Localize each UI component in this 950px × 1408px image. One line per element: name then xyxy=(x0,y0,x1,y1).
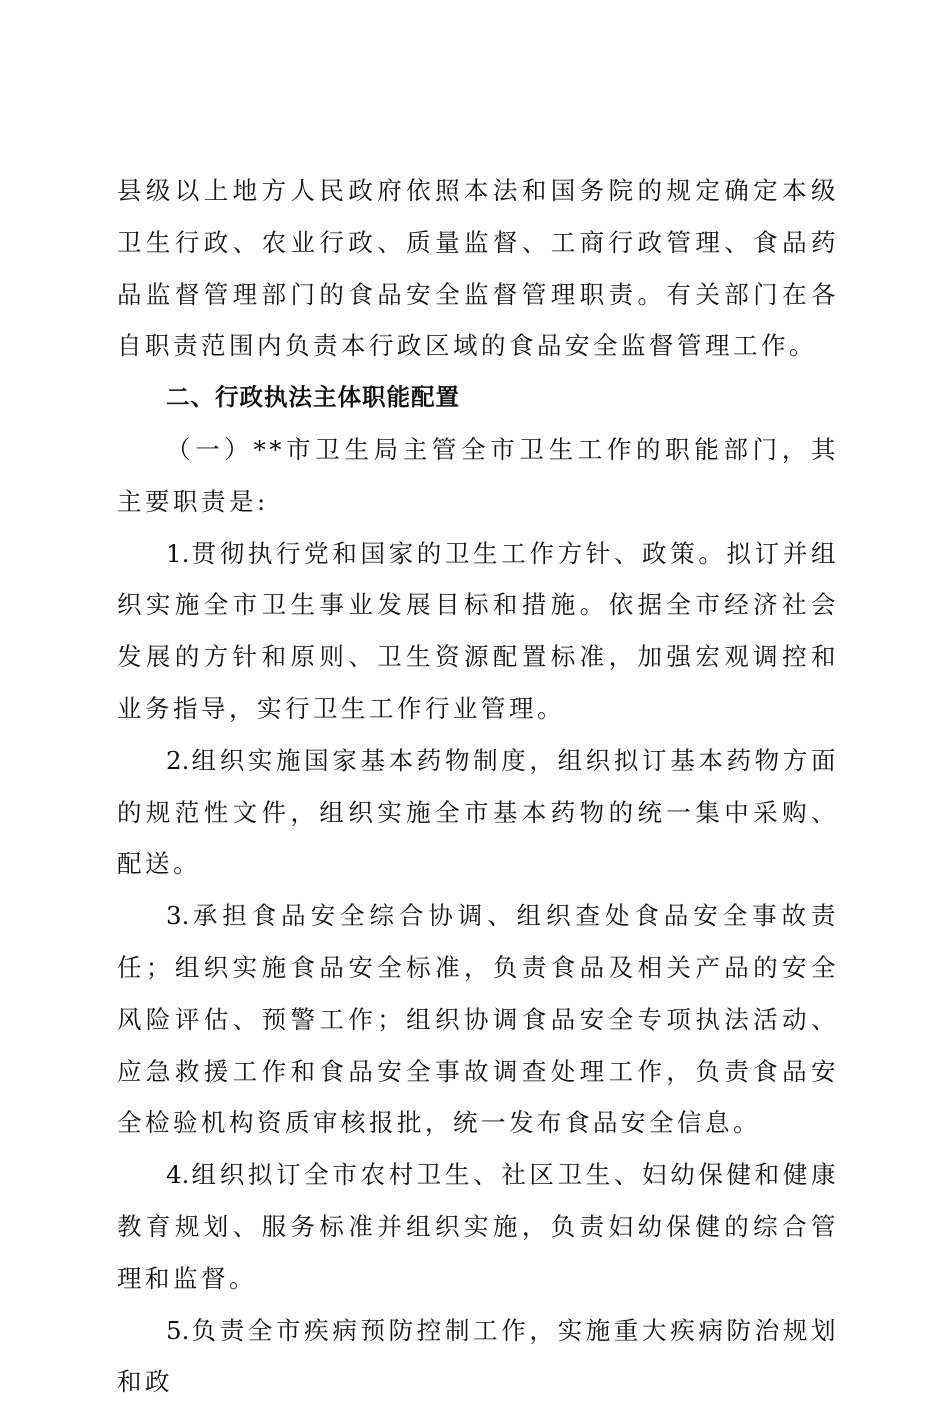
list-item xyxy=(117,890,839,1149)
list-item xyxy=(117,528,839,735)
list-item xyxy=(117,735,839,890)
item-number: 5. xyxy=(166,1315,190,1345)
item-text: 贯彻执行党和国家的卫生工作方针、政策。拟订并组织实施全市卫生事业发展目标和措施。依据全市经济社会发展的方针和原则、卫生资源配置标准，加强宏观调控和业务指导，实行卫生工作行业管理。 xyxy=(117,538,839,723)
item-text: 组织拟订全市农村卫生、社区卫生、妇幼保健和健康教育规划、服务标准并组织实施，负责妇幼保健的综合管理和监督。 xyxy=(117,1160,839,1293)
item-text: 组织实施国家基本药物制度，组织拟订基本药物方面的规范性文件，组织实施全市基本药物的统一集中采购、配送。 xyxy=(117,745,839,879)
list-item xyxy=(117,1149,839,1304)
section-heading: 二、行政执法主体职能配置 xyxy=(166,383,460,412)
item-text: 负责全市疾病预防控制工作，实施重大疾病防治规划和政 xyxy=(117,1315,839,1397)
item-number: 4. xyxy=(166,1160,190,1190)
item-number: 1. xyxy=(166,538,190,568)
item-number: 2. xyxy=(166,745,190,775)
list-item xyxy=(117,1305,839,1408)
subsection-paragraph: （一）**市卫生局主管全市卫生工作的职能部门，其主要职责是: xyxy=(117,434,839,516)
intro-paragraph: 县级以上地方人民政府依照本法和国务院的规定确定本级卫生行政、农业行政、质量监督、工商行政管理、食品药品监督管理部门的食品安全监督管理职责。有关部门在各自职责范围内负责本行政区域的食品安全监督管理工作。 xyxy=(117,176,839,361)
document-body xyxy=(117,165,839,1408)
item-text: 承担食品安全综合协调、组织查处食品安全事故责任；组织实施食品安全标准，负责食品及相关产品的安全风险评估、预警工作；组织协调食品安全专项执法活动、应急救援工作和食品安全事故调查处理工作，负责食品安全检验机构资质审核报批，统一发布食品安全信息。 xyxy=(117,901,839,1138)
item-number: 3. xyxy=(166,901,190,931)
